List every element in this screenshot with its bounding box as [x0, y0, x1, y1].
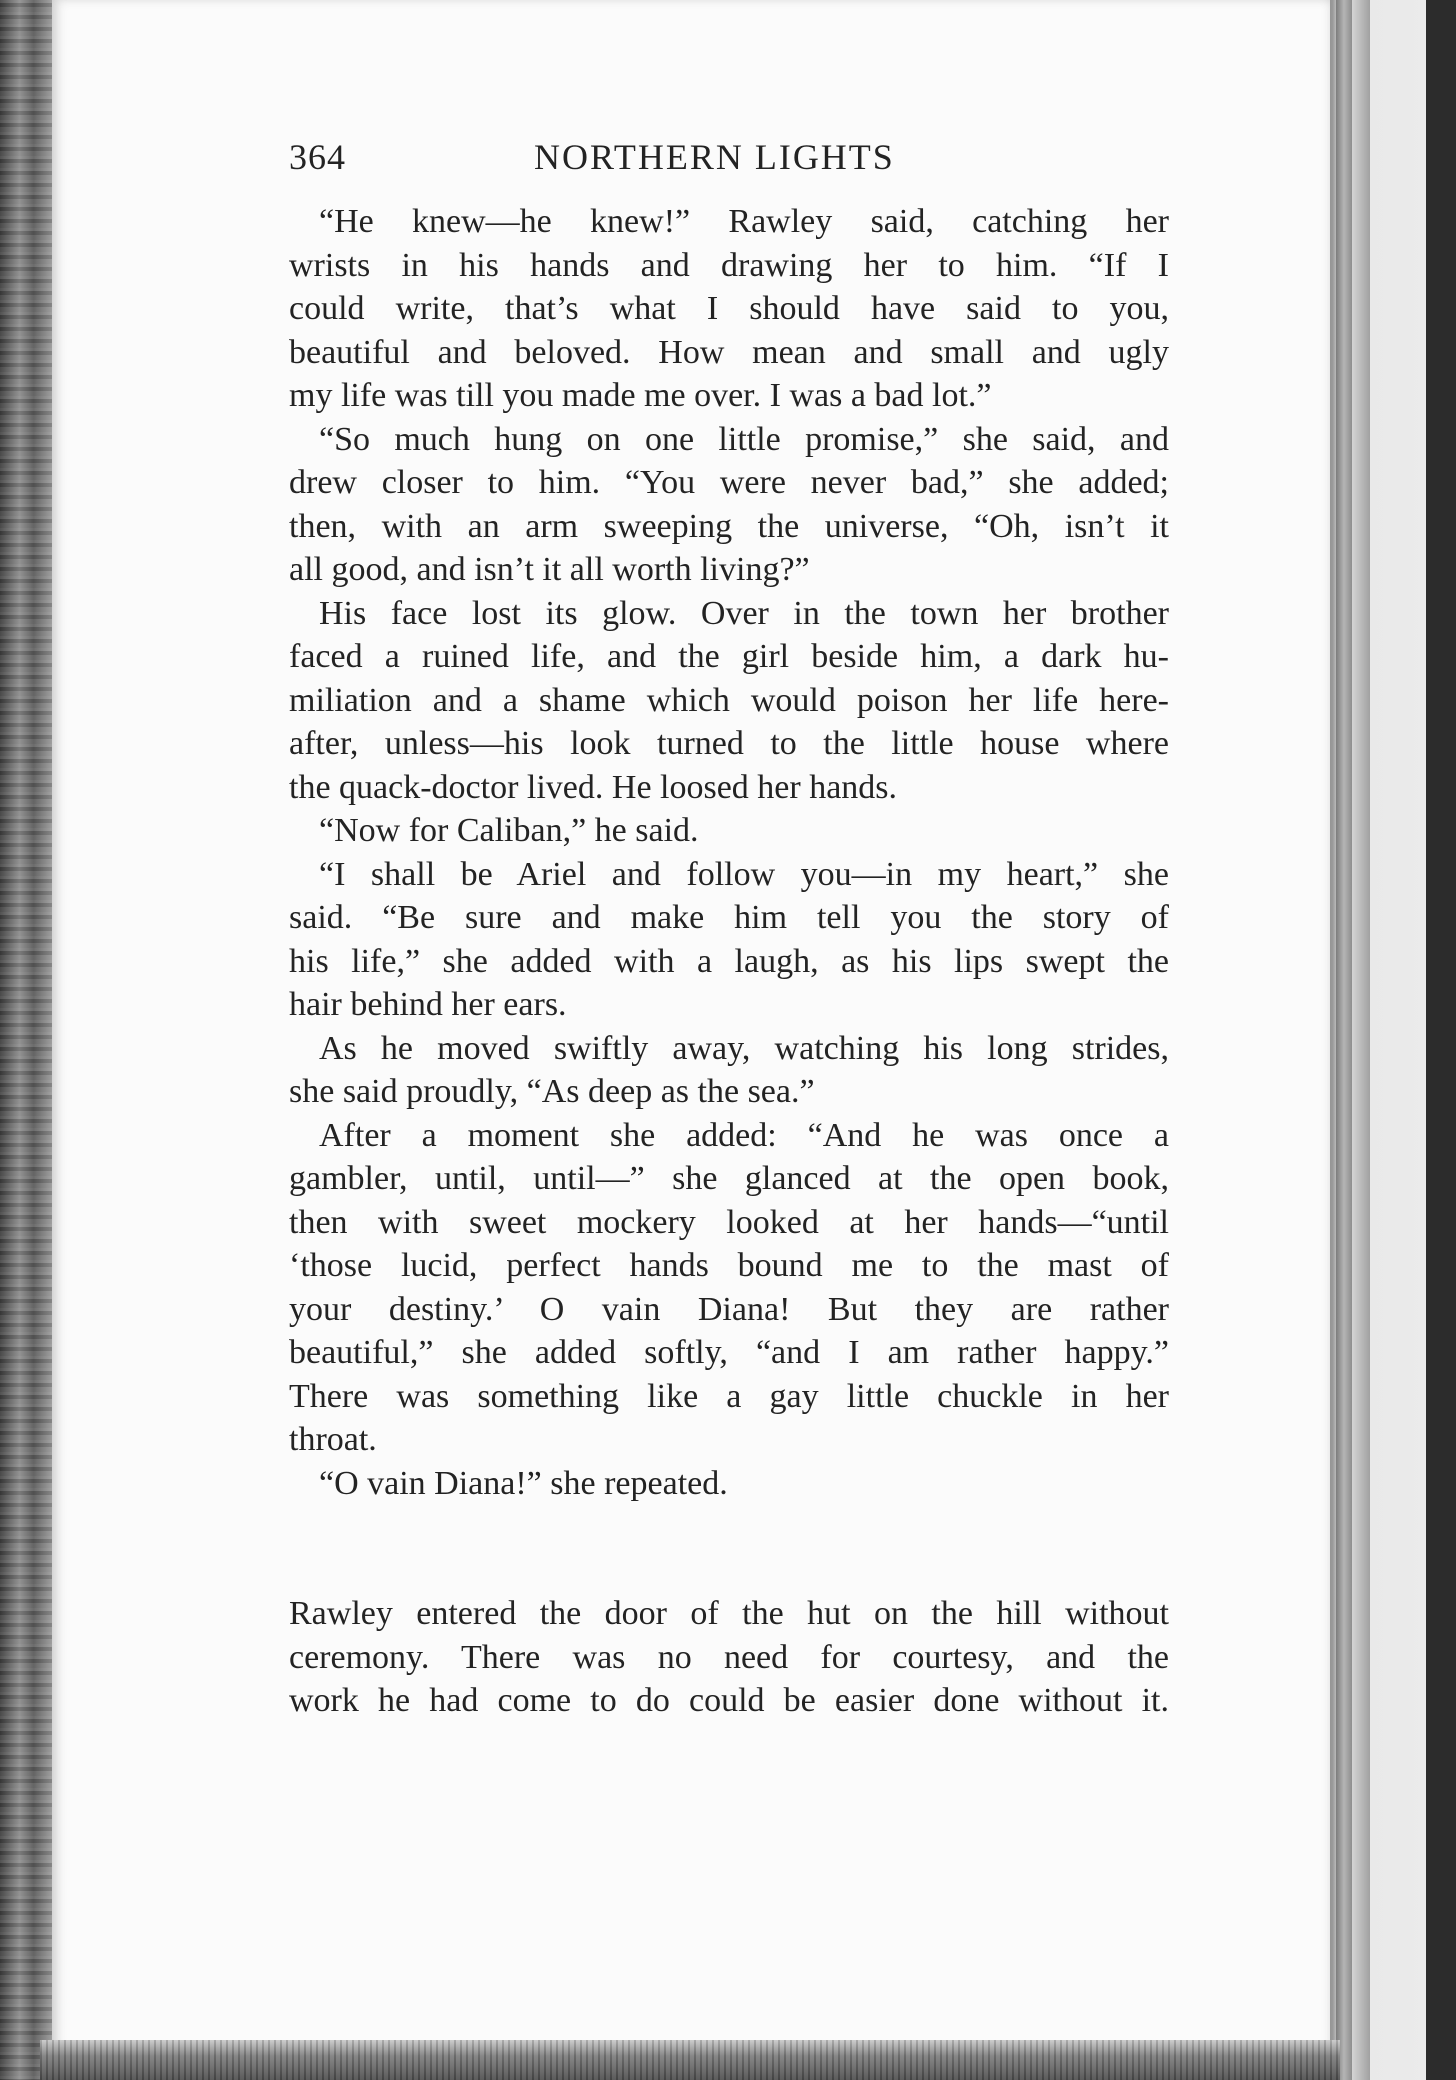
text-line: After a moment she added: “And he was once a — [319, 1116, 1169, 1154]
text-line: wrists in his hands and drawing her to him. “If I — [289, 246, 1169, 284]
closing-paragraph — [289, 1592, 1169, 1723]
closing-text-line: Rawley entered the door of the hut on the hill without — [289, 1595, 1169, 1632]
cover-seam — [1336, 0, 1352, 2080]
text-line: ‘those lucid, perfect hands bound me to the mast of — [289, 1247, 1169, 1284]
text-line: his life,” she added with a laugh, as his lips swept the — [289, 942, 1169, 980]
text-line: “O vain Diana!” she repeated. — [319, 1464, 728, 1502]
book-cover-edge — [1322, 0, 1456, 2080]
text-line: could write, that’s what I should have said to you, — [289, 290, 1169, 327]
text-line: “Now for Caliban,” he said. — [319, 812, 699, 849]
text-line: beautiful,” she added softly, “and I am rather happy.” — [289, 1334, 1169, 1371]
page-number: 364 — [289, 137, 346, 177]
page-bottom-edge — [40, 2040, 1340, 2080]
text-line: gambler, until, until—” she glanced at the open book, — [289, 1160, 1169, 1197]
cover-dark-strip — [1426, 0, 1456, 2080]
text-line: There was something like a gay little chuckle in her — [289, 1377, 1169, 1415]
text-line: drew closer to him. “You were never bad,” she added; — [289, 464, 1169, 501]
text-line: throat. — [289, 1421, 377, 1458]
text-line: my life was till you made me over. I was a bad lot.” — [289, 377, 992, 414]
text-line: “I shall be Ariel and follow you—in my heart,” she — [319, 855, 1169, 893]
text-line: “So much hung on one little promise,” she said, and — [319, 420, 1169, 458]
text-line: As he moved swiftly away, watching his long strides, — [319, 1029, 1169, 1067]
book-spine-edge — [0, 0, 56, 2080]
text-line: then, with an arm sweeping the universe, “Oh, isn’t it — [289, 507, 1169, 545]
text-line: all good, and isn’t it all worth living?” — [289, 551, 810, 588]
body-text — [289, 200, 1169, 1505]
text-line: hair behind her ears. — [289, 986, 567, 1023]
text-line: your destiny.’ O vain Diana! But they are rather — [289, 1290, 1169, 1328]
text-line: beautiful and beloved. How mean and small and ugly — [289, 333, 1169, 371]
text-line: said. “Be sure and make him tell you the story of — [289, 899, 1169, 936]
text-line: faced a ruined life, and the girl beside him, a dark hu- — [289, 638, 1169, 675]
cover-shadow — [1352, 0, 1370, 2080]
text-line: then with sweet mockery looked at her hands—“until — [289, 1203, 1169, 1241]
text-line: after, unless—his look turned to the little house where — [289, 725, 1169, 762]
text-line: miliation and a shame which would poison her life here- — [289, 681, 1169, 719]
text-line: His face lost its glow. Over in the town her brother — [319, 594, 1169, 632]
running-title: NORTHERN LIGHTS — [534, 137, 895, 177]
closing-text-line: ceremony. There was no need for courtesy, and the — [289, 1638, 1169, 1676]
closing-text-line: work he had come to do could be easier done without it. — [289, 1682, 1169, 1719]
text-line: “He knew—he knew!” Rawley said, catching her — [319, 203, 1169, 240]
text-line: she said proudly, “As deep as the sea.” — [289, 1073, 815, 1110]
text-line: the quack-doctor lived. He loosed her hands. — [289, 768, 898, 806]
running-head — [289, 136, 949, 184]
